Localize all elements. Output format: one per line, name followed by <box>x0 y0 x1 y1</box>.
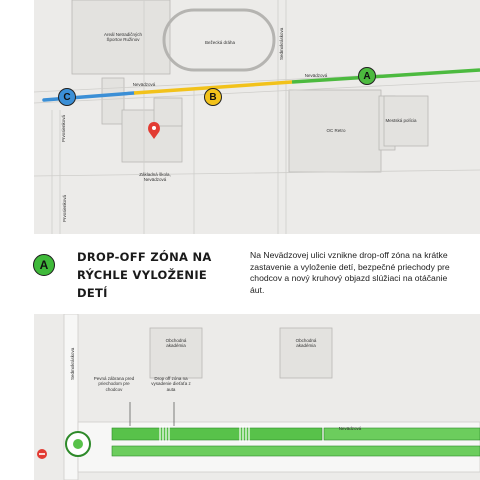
arena-label: Areál Netradičných Športov Ružinov <box>103 32 143 43</box>
building-block <box>102 78 124 124</box>
street-prvosienkova-label-2: Prvosienková <box>62 194 67 222</box>
route-c-marker[interactable]: C <box>58 88 76 106</box>
street-nevadzova-label-west: Nevädzová <box>132 82 156 87</box>
dropoff-label: Drop off zóna na vysadenie dieťaťa z auta <box>151 376 191 392</box>
track-label: Bežecká dráha <box>204 40 236 45</box>
plan-street-sedmokraskova-label: Sedmokráskova <box>70 347 75 380</box>
street-nevadzova-label-east: Nevädzová <box>304 73 328 78</box>
plan-graphics <box>34 314 480 480</box>
roundabout-center <box>73 439 83 449</box>
academy-label-2: Obchodná akadémia <box>295 338 317 349</box>
barrier-label: Pevná zábrana pred priechodom pre chodcov <box>93 376 135 392</box>
section-title: DROP-OFF ZÓNA NA RÝCHLE VYLOŽENIE DETÍ <box>77 250 212 300</box>
section-badge: A <box>33 254 55 276</box>
academy-block-1 <box>150 328 202 378</box>
academy-block-2 <box>280 328 332 378</box>
dropoff-plan <box>34 314 480 480</box>
route-a-marker[interactable]: A <box>358 67 376 85</box>
school-wing-block <box>154 98 182 126</box>
green-median <box>112 446 480 456</box>
street-sedmokraskova-label: Sedmokráskova <box>279 27 284 60</box>
section-description: Na Nevädzovej ulici vznikne drop-off zóna na krátke zastavenie a vyloženie detí, bezpečné priechody pre chodcov a nový kruhový objazd slúžiaci na otáčanie áut. <box>250 250 450 295</box>
route-b-marker[interactable]: B <box>204 88 222 106</box>
academy-label-1: Obchodná akadémia <box>165 338 187 349</box>
overview-map <box>34 0 480 234</box>
plan-street-nevadzova-label: Nevädzová <box>338 426 362 431</box>
street-prvosienkova-label-1: Prvosienková <box>61 114 66 142</box>
school-label: Základná škola, Nevädzová <box>139 172 171 183</box>
dropoff-zone-strip <box>112 428 322 440</box>
no-entry-sign-icon <box>37 449 47 459</box>
mall-label: OC Retro <box>326 128 346 133</box>
police-label: Mestská polícia <box>385 118 417 123</box>
